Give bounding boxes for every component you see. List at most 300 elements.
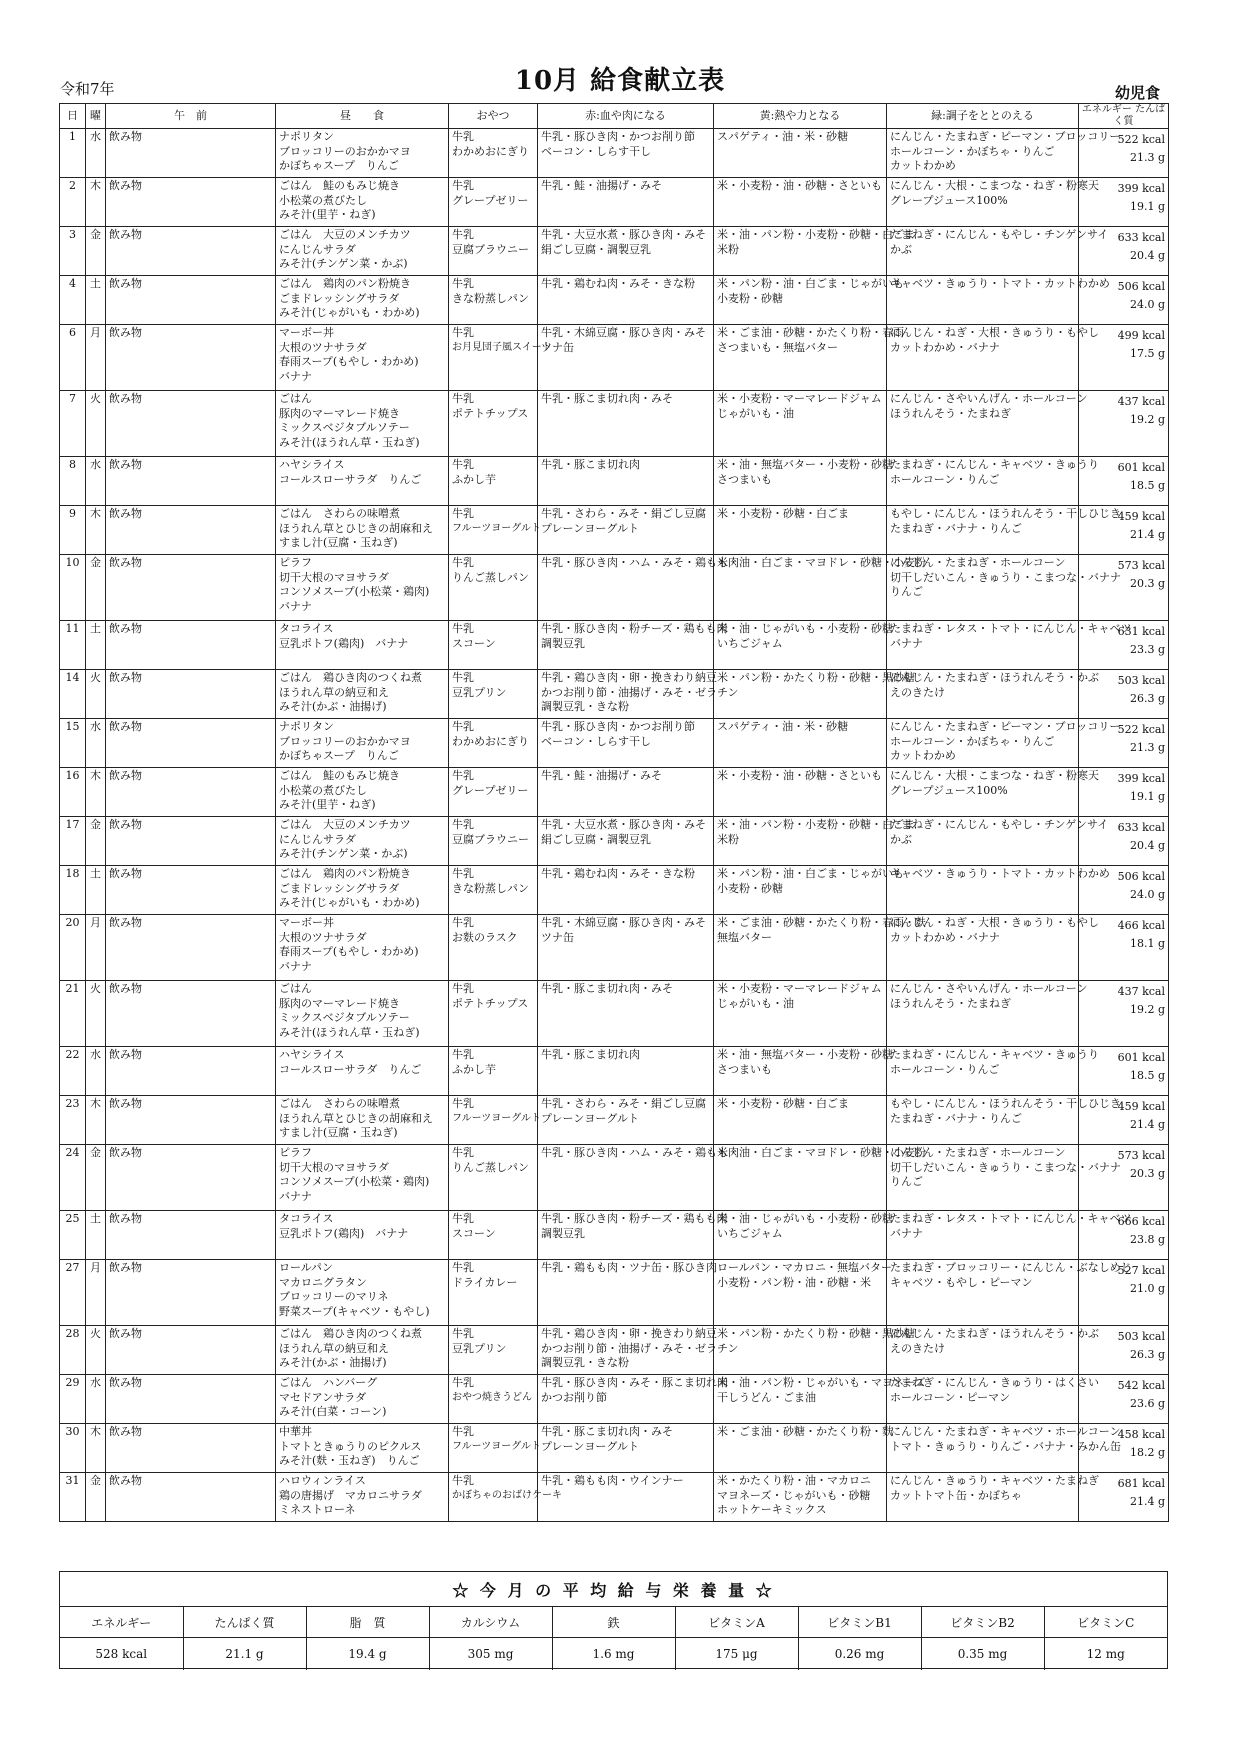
- cell-line: みそ汁(かぶ・油揚げ): [279, 1356, 387, 1370]
- table-row: [60, 719, 1169, 768]
- afternoon-snack: [449, 719, 538, 768]
- cell-line: グレープジュース100%: [890, 193, 1008, 207]
- energy-value: 503 kcal: [1117, 1330, 1165, 1343]
- energy-value: 503 kcal: [1117, 674, 1165, 687]
- green-group-foods: [887, 1096, 1121, 1145]
- afternoon-snack: [449, 1326, 538, 1375]
- cell-line: みそ汁(ほうれん草・玉ねぎ): [279, 435, 420, 449]
- afternoon-snack: [449, 1211, 538, 1260]
- cell-line: 春雨スープ(もやし・わかめ): [279, 355, 419, 369]
- day-of-week: 月: [86, 325, 106, 391]
- day-number: 4: [60, 276, 86, 325]
- cell-line: みそ汁(かぶ・油揚げ): [279, 700, 387, 714]
- morning-snack: 飲み物: [106, 1211, 276, 1260]
- day-of-week: 月: [86, 1260, 106, 1326]
- cell-line: 牛乳: [452, 130, 474, 143]
- lunch-menu: [276, 1096, 449, 1145]
- average-label: カルシウム: [429, 1607, 552, 1638]
- cell-line: にんじんサラダ: [279, 242, 356, 256]
- energy-value: 601 kcal: [1117, 461, 1165, 474]
- green-group-foods: [887, 227, 1109, 276]
- protein-value: 18.5 g: [1129, 1068, 1165, 1082]
- lunch-menu: [276, 1326, 449, 1375]
- cell-line: 干しうどん・ごま油: [717, 1390, 816, 1404]
- green-group-foods: [887, 670, 1099, 719]
- cell-line: たまねぎ・にんじん・きゅうり・はくさい: [890, 1376, 1099, 1389]
- cell-line: たまねぎ・にんじん・キャベツ・きゅうり: [890, 458, 1099, 471]
- cell-line: フルーツヨーグルト: [452, 1440, 541, 1452]
- protein-value: 21.0 g: [1129, 1281, 1165, 1295]
- day-of-week: 土: [86, 1211, 106, 1260]
- cell-line: 牛乳・鶏もも肉・ツナ缶・豚ひき肉: [541, 1261, 717, 1274]
- afternoon-snack: [449, 129, 538, 178]
- cell-line: 牛乳: [452, 392, 474, 405]
- cell-line: りんご: [890, 1175, 923, 1189]
- yellow-group-foods: [714, 457, 893, 506]
- green-group-foods: [887, 768, 1099, 817]
- yellow-group-foods: [714, 1473, 887, 1522]
- nutrition-values: [1079, 555, 1169, 621]
- lunch-menu: [276, 817, 449, 866]
- cell-line: 米・パン粉・かたくり粉・砂糖・黒砂糖: [717, 671, 915, 684]
- cell-line: バナナ: [279, 1189, 312, 1203]
- day-of-week: 土: [86, 276, 106, 325]
- cell-line: ブロッコリーのおかかマヨ: [279, 144, 411, 158]
- table-row: [60, 915, 1169, 981]
- day-number: 31: [60, 1473, 86, 1522]
- cell-line: 米・パン粉・油・白ごま・じゃがいも: [717, 277, 904, 290]
- cell-line: りんご蒸しパン: [452, 1160, 529, 1174]
- cell-line: ごはん ハンバーグ: [279, 1376, 378, 1389]
- cell-line: にんじん・たまねぎ・ホールコーン: [890, 1146, 1066, 1159]
- protein-value: 26.3 g: [1129, 691, 1165, 705]
- day-number: 15: [60, 719, 86, 768]
- cell-line: 牛乳: [452, 507, 474, 520]
- cell-line: 牛乳・大豆水煮・豚ひき肉・みそ: [541, 818, 706, 831]
- red-group-foods: [538, 1424, 714, 1473]
- lunch-menu: [276, 129, 449, 178]
- cell-line: 調製豆乳・きな粉: [541, 700, 629, 714]
- red-group-foods: [538, 178, 714, 227]
- cell-line: 切干大根のマヨサラダ: [279, 1160, 389, 1174]
- average-label: たんぱく質: [183, 1607, 306, 1638]
- cell-line: ほうれん草の納豆和え: [279, 685, 389, 699]
- cell-line: きな粉蒸しパン: [452, 881, 529, 895]
- cell-line: 大根のツナサラダ: [279, 930, 367, 944]
- average-value: 528 kcal: [60, 1638, 183, 1671]
- cell-line: ロールパン・マカロニ・無塩バター: [717, 1261, 893, 1274]
- red-group-foods: [538, 1473, 714, 1522]
- cell-line: 米・油・無塩バター・小麦粉・砂糖: [717, 1048, 893, 1061]
- green-group-foods: [887, 1211, 1132, 1260]
- cell-line: 牛乳: [452, 556, 474, 569]
- cell-line: さつまいも: [717, 472, 772, 486]
- day-of-week: 月: [86, 915, 106, 981]
- lunch-menu: [276, 457, 449, 506]
- cell-line: フルーツヨーグルト: [452, 522, 541, 534]
- energy-value: 522 kcal: [1117, 723, 1165, 736]
- afternoon-snack: [449, 276, 538, 325]
- day-number: 3: [60, 227, 86, 276]
- cell-line: 牛乳: [452, 458, 474, 471]
- nutrition-values: [1079, 391, 1169, 457]
- green-group-foods: [887, 1473, 1099, 1522]
- cell-line: タコライス: [279, 622, 334, 635]
- table-row: [60, 506, 1169, 555]
- cell-line: カットわかめ: [890, 749, 956, 763]
- cell-line: ごはん 鶏肉のパン粉焼き: [279, 867, 411, 880]
- col-snack: おやつ: [449, 104, 538, 129]
- day-number: 9: [60, 506, 86, 555]
- lunch-menu: [276, 506, 449, 555]
- yellow-group-foods: [714, 670, 915, 719]
- green-group-foods: [887, 506, 1121, 555]
- cell-line: きな粉蒸しパン: [452, 291, 529, 305]
- green-group-foods: [887, 621, 1132, 670]
- cell-line: 牛乳・さわら・みそ・絹ごし豆腐: [541, 507, 706, 520]
- cell-line: 米・小麦粉・油・砂糖・さといも: [717, 769, 882, 782]
- cell-line: じゃがいも・油: [717, 996, 794, 1010]
- protein-value: 20.3 g: [1129, 576, 1165, 590]
- cell-line: にんじん・きゅうり・キャベツ・たまねぎ: [890, 1474, 1099, 1487]
- table-row: [60, 670, 1169, 719]
- protein-value: 24.0 g: [1129, 887, 1165, 901]
- yellow-group-foods: [714, 866, 904, 915]
- morning-snack: 飲み物: [106, 768, 276, 817]
- cell-line: かつお削り節・油揚げ・みそ・ゼラチン: [541, 685, 739, 699]
- cell-line: 豆乳プリン: [452, 1341, 507, 1355]
- lunch-menu: [276, 178, 449, 227]
- cell-line: ごはん 大豆のメンチカツ: [279, 228, 411, 241]
- cell-line: 小麦粉・砂糖: [717, 291, 783, 305]
- cell-line: 豆腐ブラウニー: [452, 242, 529, 256]
- lunch-menu: [276, 670, 449, 719]
- cell-line: ホールコーン・りんご: [890, 1062, 1000, 1076]
- cell-line: マセドアンサラダ: [279, 1390, 367, 1404]
- cell-line: たまねぎ・ブロッコリー・にんじん・ぶなしめじ: [890, 1261, 1132, 1274]
- cell-line: たまねぎ・にんじん・キャベツ・きゅうり: [890, 1048, 1099, 1061]
- cell-line: ホットケーキミックス: [717, 1503, 827, 1517]
- afternoon-snack: [449, 178, 538, 227]
- cell-line: にんじん・大根・こまつな・ねぎ・粉寒天: [890, 179, 1099, 192]
- day-of-week: 火: [86, 670, 106, 719]
- cell-line: 米・油・パン粉・小麦粉・砂糖・白ごま: [717, 818, 915, 831]
- yellow-group-foods: [714, 178, 887, 227]
- nutrition-values: [1079, 981, 1169, 1047]
- cell-line: さつまいも: [717, 1062, 772, 1076]
- day-of-week: 水: [86, 129, 106, 178]
- cell-line: 米・油・じゃがいも・小麦粉・砂糖: [717, 622, 893, 635]
- protein-value: 19.2 g: [1129, 1002, 1165, 1016]
- cell-line: ハロウィンライス: [279, 1474, 366, 1487]
- red-group-foods: [538, 1260, 717, 1326]
- col-day: 日: [60, 104, 86, 129]
- afternoon-snack: [449, 915, 538, 981]
- cell-line: かぼちゃのおばけケーキ: [452, 1489, 562, 1501]
- cell-line: ドライカレー: [452, 1275, 518, 1289]
- cell-line: 牛乳・鶏もも肉・ウインナー: [541, 1474, 684, 1487]
- red-group-foods: [538, 1211, 728, 1260]
- protein-value: 19.1 g: [1129, 199, 1165, 213]
- green-group-foods: [887, 915, 1099, 981]
- cell-line: 牛乳・豚ひき肉・ハム・みそ・鶏もも肉: [541, 556, 739, 569]
- cell-line: ほうれん草とひじきの胡麻和え: [279, 521, 433, 535]
- energy-value: 459 kcal: [1117, 1100, 1165, 1113]
- cell-line: グレープゼリー: [452, 783, 529, 797]
- cell-line: バナナ: [279, 599, 312, 613]
- cell-line: みそ汁(里芋・ねぎ): [279, 798, 376, 812]
- cell-line: 牛乳・豚こま切れ肉: [541, 1048, 640, 1061]
- cell-line: ツナ缶: [541, 340, 574, 354]
- lunch-menu: [276, 555, 449, 621]
- cell-line: ナポリタン: [279, 720, 334, 733]
- cell-line: ごはん さわらの味噌煮: [279, 507, 400, 520]
- energy-value: 437 kcal: [1117, 985, 1165, 998]
- cell-line: スパゲティ・油・米・砂糖: [717, 130, 849, 143]
- table-row: [60, 1375, 1169, 1424]
- morning-snack: 飲み物: [106, 1375, 276, 1424]
- cell-line: 牛乳: [452, 1376, 474, 1389]
- cell-line: たまねぎ・バナナ・りんご: [890, 521, 1022, 535]
- cell-line: 米・油・パン粉・じゃがいも・マヨネーズ: [717, 1376, 926, 1389]
- day-of-week: 水: [86, 1375, 106, 1424]
- green-group-foods: [887, 817, 1109, 866]
- average-value: 1.6 mg: [552, 1638, 675, 1671]
- cell-line: みそ汁(ほうれん草・玉ねぎ): [279, 1025, 420, 1039]
- cell-line: たまねぎ・レタス・トマト・にんじん・キャベツ: [890, 1212, 1132, 1225]
- red-group-foods: [538, 768, 714, 817]
- cell-line: にんじん・たまねぎ・ホールコーン: [890, 556, 1066, 569]
- col-lunch: 昼 食: [276, 104, 449, 129]
- average-value: 305 mg: [429, 1638, 552, 1671]
- cell-line: 豆腐ブラウニー: [452, 832, 529, 846]
- day-of-week: 木: [86, 768, 106, 817]
- table-row: [60, 325, 1169, 391]
- day-of-week: 火: [86, 1326, 106, 1375]
- energy-value: 466 kcal: [1117, 919, 1165, 932]
- cell-line: 牛乳・鶏むね肉・みそ・きな粉: [541, 867, 695, 880]
- red-group-foods: [538, 915, 714, 981]
- red-group-foods: [538, 506, 714, 555]
- cell-line: ポテトチップス: [452, 996, 529, 1010]
- cell-line: スコーン: [452, 636, 496, 650]
- morning-snack: 飲み物: [106, 1473, 276, 1522]
- lunch-menu: [276, 621, 449, 670]
- protein-value: 20.4 g: [1129, 838, 1165, 852]
- cell-line: ごはん 大豆のメンチカツ: [279, 818, 411, 831]
- energy-value: 573 kcal: [1117, 559, 1165, 572]
- average-label: ビタミンB2: [921, 1607, 1044, 1638]
- cell-line: かぶ: [890, 832, 912, 846]
- cell-line: ハヤシライス: [279, 458, 345, 471]
- protein-value: 20.3 g: [1129, 1166, 1165, 1180]
- cell-line: ロールパン: [279, 1261, 334, 1274]
- afternoon-snack: [449, 227, 538, 276]
- afternoon-snack: [449, 325, 552, 391]
- energy-value: 681 kcal: [1117, 1477, 1165, 1490]
- table-header-row: [60, 104, 1169, 129]
- green-group-foods: [887, 276, 1110, 325]
- green-group-foods: [887, 1260, 1132, 1326]
- cell-line: 牛乳: [452, 720, 474, 733]
- energy-value: 399 kcal: [1117, 182, 1165, 195]
- morning-snack: 飲み物: [106, 621, 276, 670]
- cell-line: 牛乳: [452, 622, 474, 635]
- table-row: [60, 129, 1169, 178]
- cell-line: 牛乳・豚ひき肉・粉チーズ・鶏もも肉: [541, 1212, 728, 1225]
- average-title: ☆ 今 月 の 平 均 給 与 栄 養 量 ☆: [452, 1581, 775, 1600]
- cell-line: スパゲティ・油・米・砂糖: [717, 720, 849, 733]
- day-number: 7: [60, 391, 86, 457]
- morning-snack: 飲み物: [106, 1424, 276, 1473]
- green-group-foods: [887, 981, 1088, 1047]
- cell-line: フルーツヨーグルト: [452, 1112, 541, 1124]
- yellow-group-foods: [714, 276, 904, 325]
- cell-line: ハヤシライス: [279, 1048, 345, 1061]
- cell-line: ピラフ: [279, 556, 312, 569]
- day-of-week: 金: [86, 1145, 106, 1211]
- energy-value: 459 kcal: [1117, 510, 1165, 523]
- day-number: 17: [60, 817, 86, 866]
- protein-value: 20.4 g: [1129, 248, 1165, 262]
- day-of-week: 金: [86, 817, 106, 866]
- yellow-group-foods: [714, 1375, 926, 1424]
- cell-line: ごまドレッシングサラダ: [279, 291, 400, 305]
- cell-line: 牛乳: [452, 277, 474, 290]
- cell-line: 牛乳・鶏むね肉・みそ・きな粉: [541, 277, 695, 290]
- day-number: 30: [60, 1424, 86, 1473]
- day-number: 25: [60, 1211, 86, 1260]
- cell-line: いちごジャム: [717, 1226, 783, 1240]
- col-green: 緑:調子をととのえる: [887, 104, 1079, 129]
- cell-line: すまし汁(豆腐・玉ねぎ): [279, 1126, 398, 1140]
- cell-line: グレープゼリー: [452, 193, 529, 207]
- morning-snack: 飲み物: [106, 276, 276, 325]
- cell-line: 米粉: [717, 832, 739, 846]
- red-group-foods: [538, 325, 714, 391]
- protein-value: 21.3 g: [1129, 150, 1165, 164]
- afternoon-snack: [449, 1047, 538, 1096]
- afternoon-snack: [449, 1096, 541, 1145]
- green-group-foods: [887, 1375, 1099, 1424]
- energy-value: 542 kcal: [1117, 1379, 1165, 1392]
- cell-line: たまねぎ・にんじん・もやし・チンゲンサイ: [890, 818, 1109, 831]
- cell-line: ふかし芋: [452, 472, 496, 486]
- cell-line: バナナ: [279, 959, 312, 973]
- cell-line: 小松菜の煮びたし: [279, 193, 367, 207]
- protein-value: 23.6 g: [1129, 1396, 1165, 1410]
- lunch-menu: [276, 866, 449, 915]
- cell-line: にんじん・たまねぎ・キャベツ・ホールコーン: [890, 1425, 1121, 1438]
- cell-line: 牛乳・木綿豆腐・豚ひき肉・みそ: [541, 326, 706, 339]
- cell-line: 調製豆乳: [541, 636, 585, 650]
- cell-line: わかめおにぎり: [452, 144, 529, 158]
- cell-line: ホールコーン・かぼちゃ・りんご: [890, 144, 1055, 158]
- morning-snack: 飲み物: [106, 1145, 276, 1211]
- energy-value: 633 kcal: [1117, 821, 1165, 834]
- table-row: [60, 817, 1169, 866]
- cell-line: ホールコーン・りんご: [890, 472, 1000, 486]
- energy-value: 601 kcal: [1117, 1051, 1165, 1064]
- table-row: [60, 1047, 1169, 1096]
- cell-line: 切干しだいこん・きゅうり・こまつな・バナナ: [890, 570, 1121, 584]
- cell-line: みそ汁(チンゲン菜・かぶ): [279, 847, 408, 861]
- protein-value: 21.4 g: [1129, 527, 1165, 541]
- cell-line: にんじん・たまねぎ・ほうれんそう・かぶ: [890, 1327, 1099, 1340]
- cell-line: 牛乳: [452, 982, 474, 995]
- energy-value: 633 kcal: [1117, 231, 1165, 244]
- average-value: 12 mg: [1044, 1638, 1167, 1671]
- cell-line: 豚肉のマーマレード焼き: [279, 406, 400, 420]
- cell-line: 牛乳: [452, 671, 474, 684]
- cell-line: にんじん・大根・こまつな・ねぎ・粉寒天: [890, 769, 1099, 782]
- red-group-foods: [538, 276, 714, 325]
- cell-line: さつまいも・無塩バター: [717, 340, 838, 354]
- red-group-foods: [538, 457, 714, 506]
- cell-line: にんじんサラダ: [279, 832, 356, 846]
- protein-value: 19.1 g: [1129, 789, 1165, 803]
- energy-value: 527 kcal: [1117, 1264, 1165, 1277]
- cell-line: 牛乳・豚ひき肉・かつお削り節: [541, 130, 695, 143]
- day-number: 18: [60, 866, 86, 915]
- cell-line: ごはん: [279, 982, 312, 995]
- morning-snack: 飲み物: [106, 227, 276, 276]
- day-number: 14: [60, 670, 86, 719]
- cell-line: 牛乳: [452, 1474, 474, 1487]
- average-labels-row: [60, 1607, 1167, 1638]
- cell-line: 牛乳: [452, 916, 474, 929]
- cell-line: みそ汁(里芋・ねぎ): [279, 208, 376, 222]
- protein-value: 18.5 g: [1129, 478, 1165, 492]
- cell-line: カットわかめ: [890, 159, 956, 173]
- average-table: [60, 1606, 1167, 1670]
- table-row: [60, 1424, 1169, 1473]
- yellow-group-foods: [714, 129, 887, 178]
- cell-line: ごはん 鮭のもみじ焼き: [279, 179, 400, 192]
- day-number: 10: [60, 555, 86, 621]
- cell-line: 米・油・パン粉・小麦粉・砂糖・白ごま: [717, 228, 915, 241]
- lunch-menu: [276, 325, 449, 391]
- day-number: 2: [60, 178, 86, 227]
- cell-line: もやし・にんじん・ほうれんそう・干しひじき: [890, 1097, 1121, 1110]
- cell-line: 牛乳: [452, 1048, 474, 1061]
- menu-type-label: 幼児食: [1114, 84, 1160, 102]
- cell-line: ごはん: [279, 392, 312, 405]
- red-group-foods: [538, 1047, 714, 1096]
- cell-line: 米・ごま油・砂糖・かたくり粉・麩: [717, 1425, 893, 1438]
- cell-line: 米・パン粉・かたくり粉・砂糖・黒砂糖: [717, 1327, 915, 1340]
- yellow-group-foods: [714, 1047, 893, 1096]
- red-group-foods: [538, 227, 714, 276]
- monthly-average-box: [59, 1571, 1168, 1669]
- yellow-group-foods: [714, 915, 926, 981]
- cell-line: 米・油・無塩バター・小麦粉・砂糖: [717, 458, 893, 471]
- cell-line: みそ汁(麩・玉ねぎ) りんご: [279, 1454, 420, 1468]
- cell-line: ホールコーン・かぼちゃ・りんご: [890, 734, 1055, 748]
- cell-line: たまねぎ・バナナ・りんご: [890, 1111, 1022, 1125]
- cell-line: バナナ: [890, 1226, 923, 1240]
- cell-line: にんじん・たまねぎ・ピーマン・ブロッコリー: [890, 130, 1121, 143]
- energy-value: 573 kcal: [1117, 1149, 1165, 1162]
- cell-line: プレーンヨーグルト: [541, 1439, 640, 1453]
- cell-line: 牛乳: [452, 1327, 474, 1340]
- red-group-foods: [538, 1375, 728, 1424]
- cell-line: 牛乳・豚こま切れ肉・みそ: [541, 982, 673, 995]
- table-row: [60, 1260, 1169, 1326]
- yellow-group-foods: [714, 768, 887, 817]
- lunch-menu: [276, 1473, 449, 1522]
- day-number: 11: [60, 621, 86, 670]
